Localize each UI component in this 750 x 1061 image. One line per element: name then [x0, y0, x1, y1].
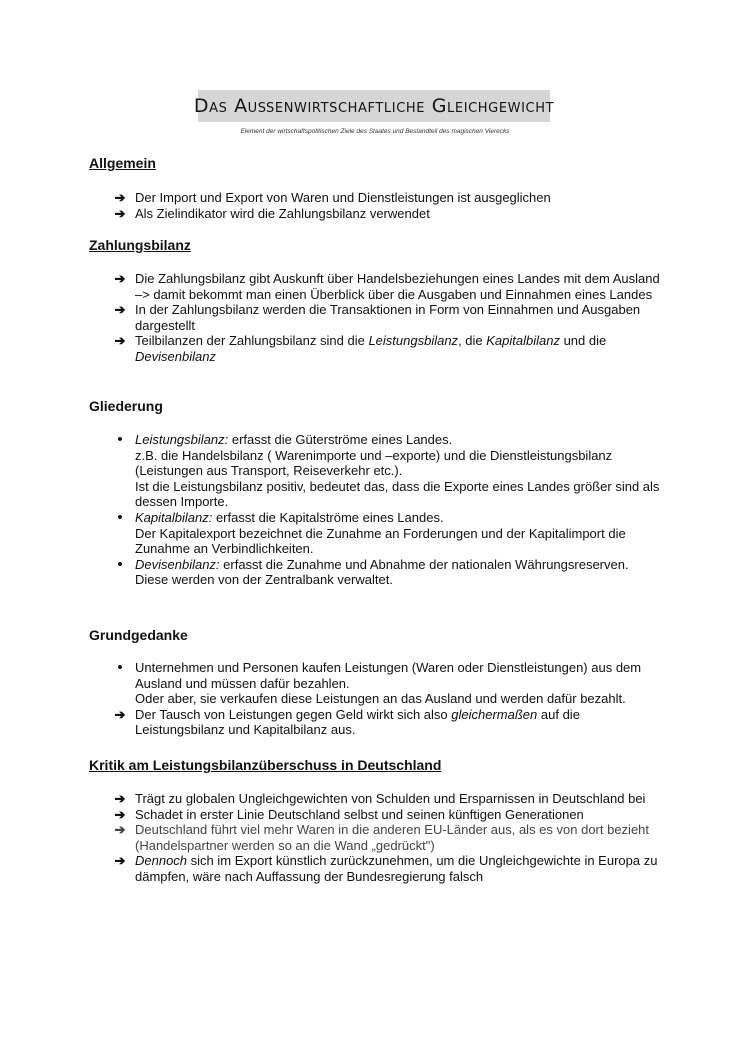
bullet-icon: •: [117, 555, 123, 573]
arrow-icon: ➔: [114, 333, 126, 349]
heading-allgemein: Allgemein: [89, 155, 156, 171]
list-item: ➔ Als Zielindikator wird die Zahlungsbilanz verwendet: [0, 206, 750, 222]
page-title: Das Außenwirtschaftliche Gleichgewicht: [193, 95, 555, 117]
list-allgemein: [0, 190, 750, 221]
list-item: ➔ Teilbilanzen der Zahlungsbilanz sind die Leistungsbilanz, die Kapitalbilanz und die Devisenbilanz: [0, 333, 750, 364]
list-kritik: [0, 791, 750, 885]
list-item: • Devisenbilanz: erfasst die Zunahme und Abnahme der nationalen Währungsreserven. Diese werden von der Zentralbank verwaltet.: [0, 557, 750, 588]
bullet-icon: •: [117, 508, 123, 526]
bullet-icon: •: [117, 431, 123, 448]
heading-grundgedanke: Grundgedanke: [89, 627, 188, 643]
list-item: • Leistungsbilanz: erfasst die Güterströme eines Landes. z.B. die Handelsbilanz ( Warenimporte und –exporte) und die Dienstleistungsbilanz (Leistungen aus Transport, Reiseverkehr etc.). Ist die Leistungsbilanz positiv, bedeutet das, dass die Exporte eines Landes größer sind als dessen Importe.: [0, 432, 750, 510]
arrow-icon: ➔: [114, 806, 126, 822]
list-grundgedanke: [0, 660, 750, 738]
list-item: ➔ Die Zahlungsbilanz gibt Auskunft über Handelsbeziehungen eines Landes mit dem Ausland –> damit bekommt man einen Überblick über die Ausgaben und Einnahmen eines Landes: [0, 271, 750, 302]
arrow-icon: ➔: [114, 706, 126, 722]
list-item: ➔ Schadet in erster Linie Deutschland selbst und seinen künftigen Generationen: [0, 807, 750, 823]
list-item: • Kapitalbilanz: erfasst die Kapitalströme eines Landes. Der Kapitalexport bezeichnet die Zunahme an Forderungen und der Kapitalimport die Zunahme an Verbindlichkeiten.: [0, 510, 750, 557]
title-banner: [193, 90, 555, 122]
list-item: ➔ Der Import und Export von Waren und Dienstleistungen ist ausgeglichen: [0, 190, 750, 206]
list-item: ➔ Dennoch sich im Export künstlich zurückzunehmen, um die Ungleichgewichte in Europa zu dämpfen, wäre nach Auffassung der Bundesregierung falsch: [0, 853, 750, 884]
arrow-icon: ➔: [114, 853, 126, 869]
arrow-icon: ➔: [114, 302, 126, 318]
list-item: ➔ Trägt zu globalen Ungleichgewichten von Schulden und Ersparnissen in Deutschland bei: [0, 791, 750, 807]
arrow-icon: ➔: [114, 190, 126, 205]
arrow-icon: ➔: [114, 791, 126, 806]
arrow-icon: ➔: [114, 271, 126, 286]
page-subtitle: Element der wirtschaftspolitischen Ziele des Staates und Bestandteil des magischen Vierecks: [240, 128, 510, 135]
list-gliederung: [0, 432, 750, 588]
list-item: ➔ In der Zahlungsbilanz werden die Transaktionen in Form von Einnahmen und Ausgaben dargestellt: [0, 302, 750, 333]
list-item: • Unternehmen und Personen kaufen Leistungen (Waren oder Dienstleistungen) aus dem Ausland und müssen dafür bezahlen. Oder aber, sie verkaufen diese Leistungen an das Ausland und werden dafür bezahlt.: [0, 660, 750, 707]
list-zahlungsbilanz: [0, 271, 750, 365]
bullet-icon: •: [117, 659, 123, 676]
arrow-icon: ➔: [114, 822, 126, 838]
heading-kritik: Kritik am Leistungsbilanzüberschuss in Deutschland: [89, 757, 442, 773]
list-item: ➔ Deutschland führt viel mehr Waren in die anderen EU-Länder aus, als es von dort bezieht (Handelspartner werden so an die Wand „gedrückt"): [0, 822, 750, 853]
heading-zahlungsbilanz: Zahlungsbilanz: [89, 237, 191, 253]
heading-gliederung: Gliederung: [89, 398, 163, 414]
arrow-icon: ➔: [114, 205, 126, 221]
list-item: ➔ Der Tausch von Leistungen gegen Geld wirkt sich also gleichermaßen auf die Leistungsbilanz und Kapitalbilanz aus.: [0, 707, 750, 738]
